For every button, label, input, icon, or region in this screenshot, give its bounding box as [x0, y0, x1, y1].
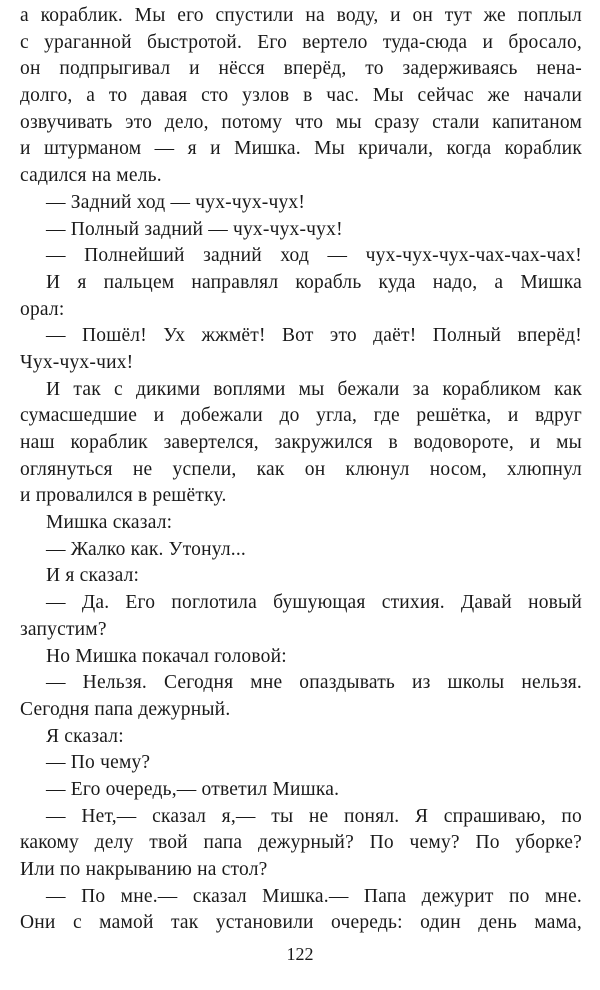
- text-line: — Полный задний — чух-чух-чух!: [46, 218, 343, 240]
- text-line: И я пальцем направлял корабль куда надо, а Мишка: [46, 271, 582, 293]
- text-line: — Жалко как. Утонул...: [46, 538, 246, 560]
- text-line: — По мне.— сказал Мишка.— Папа дежурит по мне.: [46, 885, 582, 907]
- text-line: И так с дикими воплями мы бежали за корабликом как: [46, 378, 582, 400]
- text-line: садился на мель.: [20, 165, 162, 187]
- text-line: Я сказал:: [46, 725, 124, 747]
- text-line: он подпрыгивал и нёсся вперёд, то задерживаясь нена-: [20, 58, 582, 80]
- text-line: наш кораблик завертелся, закружился в водовороте, и мы: [20, 432, 582, 453]
- text-line: — Его очередь,— ответил Мишка.: [46, 778, 340, 800]
- text-line: какому делу твой папа дежурный? По чему? По уборке?: [20, 832, 582, 854]
- text-line: Сегодня папа дежурный.: [20, 698, 231, 720]
- text-line: — Полнейший задний ход — чух-чух-чух-чах-чах-чах!: [46, 245, 582, 267]
- text-line: оглянуться не успели, как он клюнул носом, хлюпнул: [20, 458, 582, 480]
- text-line: Но Мишка покачал головой:: [46, 645, 287, 667]
- page-number: 122: [286, 944, 314, 964]
- text-line: запустим?: [20, 618, 107, 640]
- text-line: — Нельзя. Сегодня мне опаздывать из школы нельзя.: [46, 672, 582, 694]
- text-line: — Нет,— сказал я,— ты не понял. Я спрашиваю, по: [46, 805, 582, 827]
- text-line: — Задний ход — чух-чух-чух!: [46, 191, 306, 213]
- text-line: долго, а то давая сто узлов в час. Мы сейчас же начали: [20, 85, 582, 107]
- text-line: и штурманом — я и Мишка. Мы кричали, когда кораблик: [20, 138, 582, 160]
- text-line: сумасшедшие и добежали до угла, где решётка, и вдруг: [20, 405, 582, 427]
- text-line: — Да. Его поглотила бушующая стихия. Давай новый: [46, 592, 582, 614]
- text-line: Они с мамой так установили очередь: один день мама,: [20, 912, 582, 934]
- text-line: Мишка сказал:: [46, 512, 173, 534]
- text-line: И я сказал:: [46, 565, 140, 587]
- text-line: орал:: [20, 298, 65, 320]
- text-line: с ураганной быстротой. Его вертело туда-сюда и бросало,: [20, 31, 582, 53]
- text-line: озвучивать это дело, потому что мы сразу стали капитаном: [20, 111, 582, 133]
- text-line: — Пошёл! Ух жжмёт! Вот это даёт! Полный вперёд!: [46, 325, 582, 347]
- text-line: и провалился в решётку.: [20, 485, 227, 507]
- text-line: — По чему?: [46, 752, 151, 774]
- book-page-text: [20, 3, 582, 937]
- text-line: Или по накрыванию на стол?: [20, 859, 268, 880]
- text-line: а кораблик. Мы его спустили на воду, и он тут же поплыл: [20, 5, 582, 26]
- text-line: Чух-чух-чих!: [20, 351, 134, 373]
